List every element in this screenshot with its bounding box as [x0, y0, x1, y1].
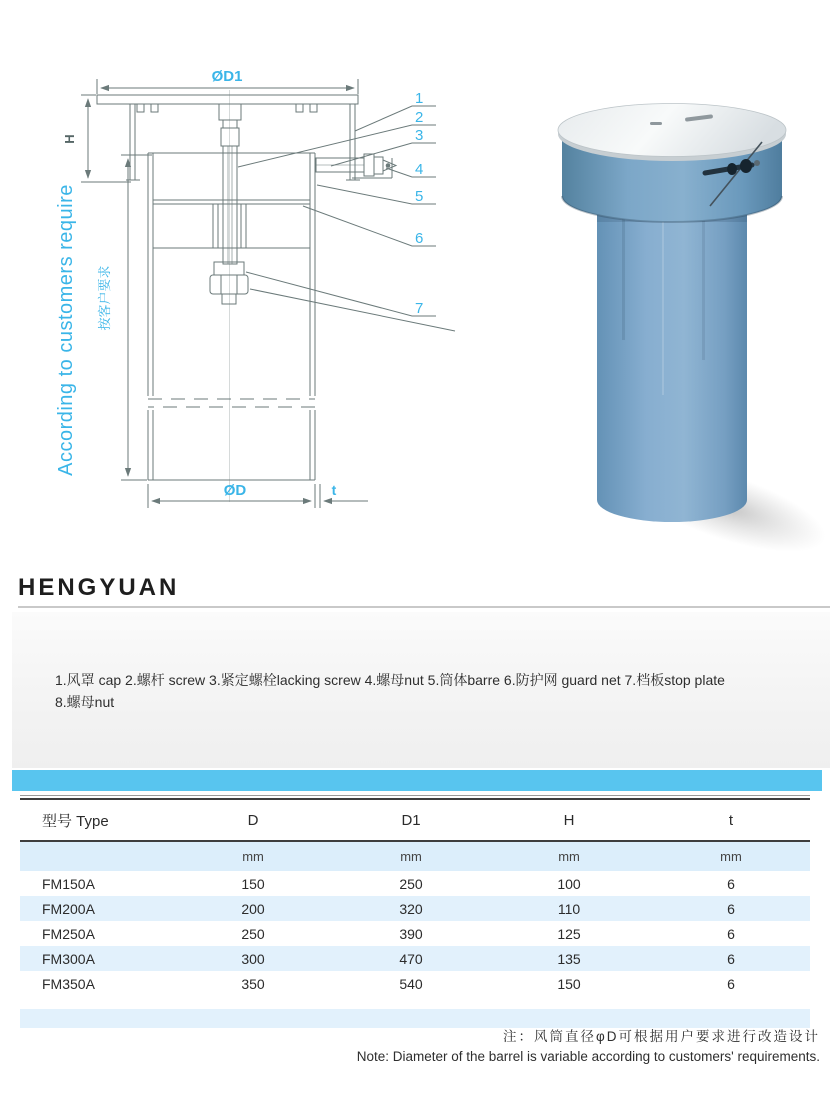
col-header-h: H	[563, 811, 575, 829]
cell-d1: 540	[399, 975, 423, 992]
callout-6: 6	[415, 230, 424, 247]
cell-d: 350	[241, 975, 265, 992]
cell-type: FM250A	[42, 925, 95, 942]
cell-d1: 390	[399, 925, 423, 942]
cell-d: 300	[241, 950, 265, 967]
col-header-type: 型号 Type	[42, 812, 109, 830]
callout-numbers	[415, 90, 423, 317]
table-row	[20, 971, 810, 996]
cell-d: 150	[241, 875, 265, 892]
callout-5: 5	[415, 188, 424, 205]
section-divider-bar	[12, 770, 822, 791]
footnote-zh: 注：风筒直径φD可根据用户要求进行改造设计	[502, 1029, 820, 1044]
brand-rule	[18, 606, 830, 608]
table-row	[20, 896, 810, 921]
barrel-body	[597, 200, 747, 522]
table-row	[20, 921, 810, 946]
callout-1: 1	[415, 90, 424, 107]
cell-t: 6	[727, 975, 735, 992]
col-header-t: t	[728, 811, 734, 829]
table-row	[20, 871, 810, 896]
technical-drawing	[0, 0, 470, 565]
footnote-en: Note: Diameter of the barrel is variable according to customers' requirements.	[356, 1048, 820, 1064]
cell-d1: 320	[399, 900, 423, 917]
screw-head	[219, 104, 241, 120]
callout-3: 3	[415, 127, 424, 144]
table-row	[20, 946, 810, 971]
parts-legend-line2: 8.螺母nut	[55, 693, 115, 710]
dim-label-t: t	[331, 482, 337, 498]
cell-type: FM150A	[42, 875, 95, 892]
cell-t: 6	[727, 950, 735, 967]
unit-d: mm	[242, 849, 264, 864]
drawing-svg	[0, 0, 470, 565]
dim-label-d: ØD	[223, 482, 247, 499]
dim-label-d1: ØD1	[211, 68, 243, 85]
cell-d: 200	[241, 900, 265, 917]
cell-d1: 470	[399, 950, 423, 967]
cap-plate	[97, 95, 358, 104]
cell-t: 6	[727, 900, 735, 917]
footnote	[357, 1027, 820, 1066]
unit-d1: mm	[400, 849, 422, 864]
cell-h: 125	[557, 925, 581, 942]
cell-type: FM200A	[42, 900, 95, 917]
cell-type: FM350A	[42, 975, 95, 992]
unit-h: mm	[558, 849, 580, 864]
cell-h: 135	[557, 950, 581, 967]
vertical-note-zh: 按客户要求	[97, 265, 112, 331]
brand-title: HENGYUAN	[18, 574, 180, 601]
cap-lid	[558, 104, 786, 157]
cell-d1: 250	[399, 875, 423, 892]
callout-2: 2	[415, 109, 424, 126]
unit-t: mm	[720, 849, 742, 864]
col-header-d: D	[247, 811, 259, 829]
table-end-band	[20, 1009, 810, 1028]
legend-panel	[12, 612, 830, 768]
parts-legend-line1: 1.风罩 cap 2.螺杆 screw 3.紧定螺栓lacking screw 4.螺母nut 5.筒体barre 6.防护网 guard net 7.档板stop plate	[55, 672, 725, 688]
parts-legend	[55, 670, 800, 713]
spec-table	[20, 795, 810, 1028]
cell-h: 100	[557, 875, 581, 892]
col-header-d1: D1	[401, 811, 421, 829]
table-header-row	[20, 798, 810, 842]
cell-t: 6	[727, 875, 735, 892]
cell-t: 6	[727, 925, 735, 942]
cell-type: FM300A	[42, 950, 95, 967]
cell-h: 150	[557, 975, 581, 992]
dim-label-h: H	[62, 134, 77, 144]
nut	[210, 275, 248, 294]
screw-rod	[223, 146, 237, 264]
table-units-row	[20, 842, 810, 871]
callout-7: 7	[415, 300, 424, 317]
callout-4: 4	[415, 161, 424, 178]
vertical-note-en: According to customers require	[55, 184, 77, 476]
cell-h: 110	[557, 900, 581, 917]
photo-svg	[500, 60, 830, 560]
table-spacer	[20, 996, 810, 1009]
product-photo	[500, 60, 830, 560]
cell-d: 250	[241, 925, 265, 942]
